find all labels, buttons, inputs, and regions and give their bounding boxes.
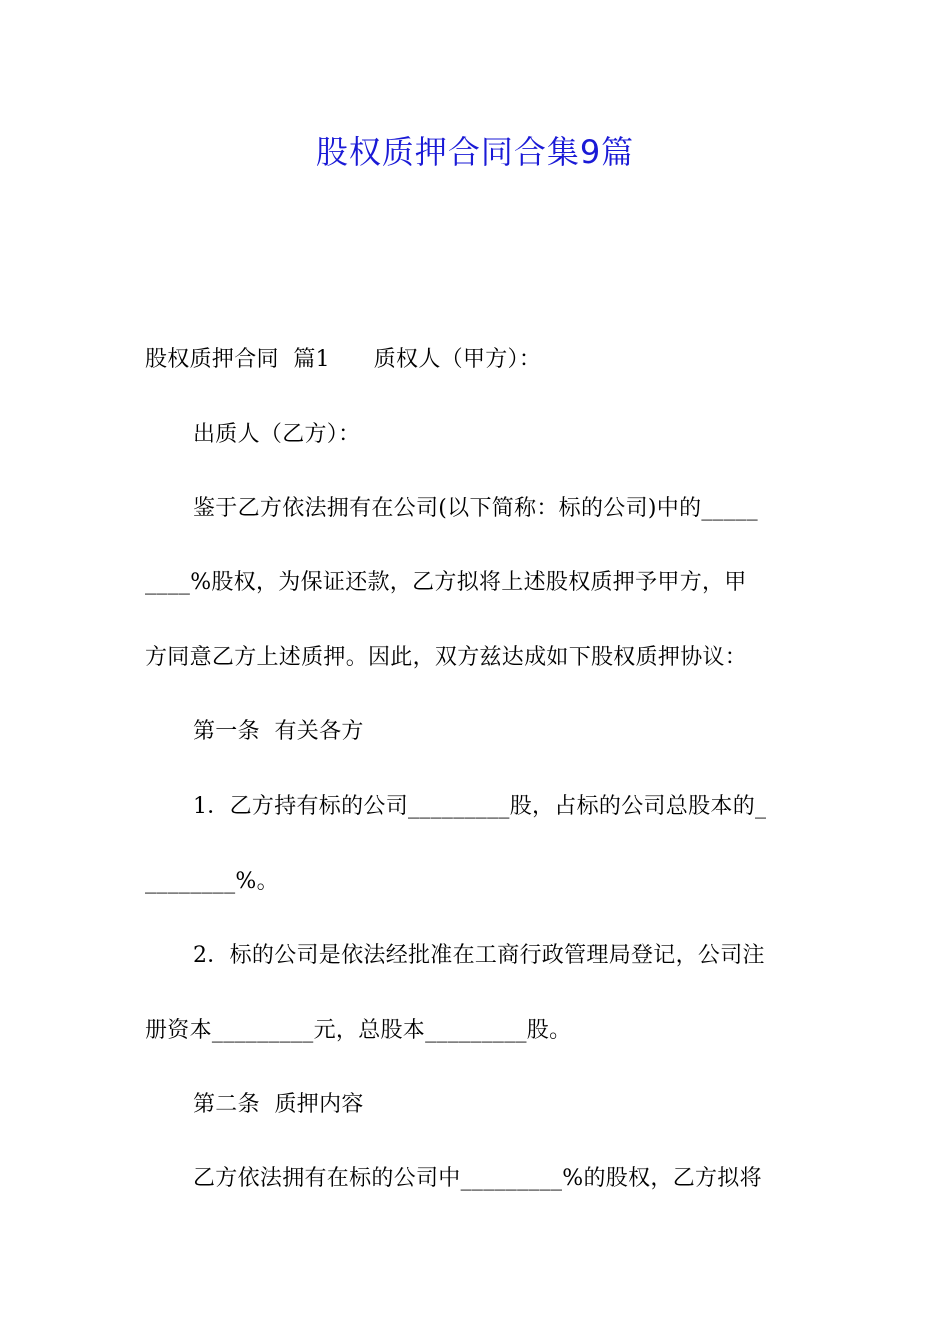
text-line-1: 股权质押合同 篇1 质权人（甲方）： — [145, 347, 542, 372]
text-line-8: ________%。 — [145, 869, 279, 894]
text-line-9: 2．标的公司是依法经批准在工商行政管理局登记，公司注 — [193, 943, 765, 968]
text-line-11: 第二条 质押内容 — [193, 1092, 364, 1117]
text-line-3: 鉴于乙方依法拥有在公司(以下简称：标的公司)中的_____ — [193, 496, 758, 521]
text-line-10: 册资本_________元，总股本_________股。 — [145, 1018, 572, 1043]
text-line-6: 第一条 有关各方 — [193, 719, 364, 744]
text-line-5: 方同意乙方上述质押。因此，双方兹达成如下股权质押协议： — [145, 645, 748, 670]
text-line-12: 乙方依法拥有在标的公司中_________%的股权，乙方拟将 — [193, 1166, 762, 1191]
text-line-4: ____%股权，为保证还款，乙方拟将上述股权质押予甲方，甲 — [145, 570, 747, 595]
document-title: 股权质押合同合集9篇 — [315, 133, 635, 171]
text-line-7: 1．乙方持有标的公司_________股，占标的公司总股本的_ — [193, 794, 767, 819]
text-line-2: 出质人（乙方）： — [193, 422, 361, 447]
